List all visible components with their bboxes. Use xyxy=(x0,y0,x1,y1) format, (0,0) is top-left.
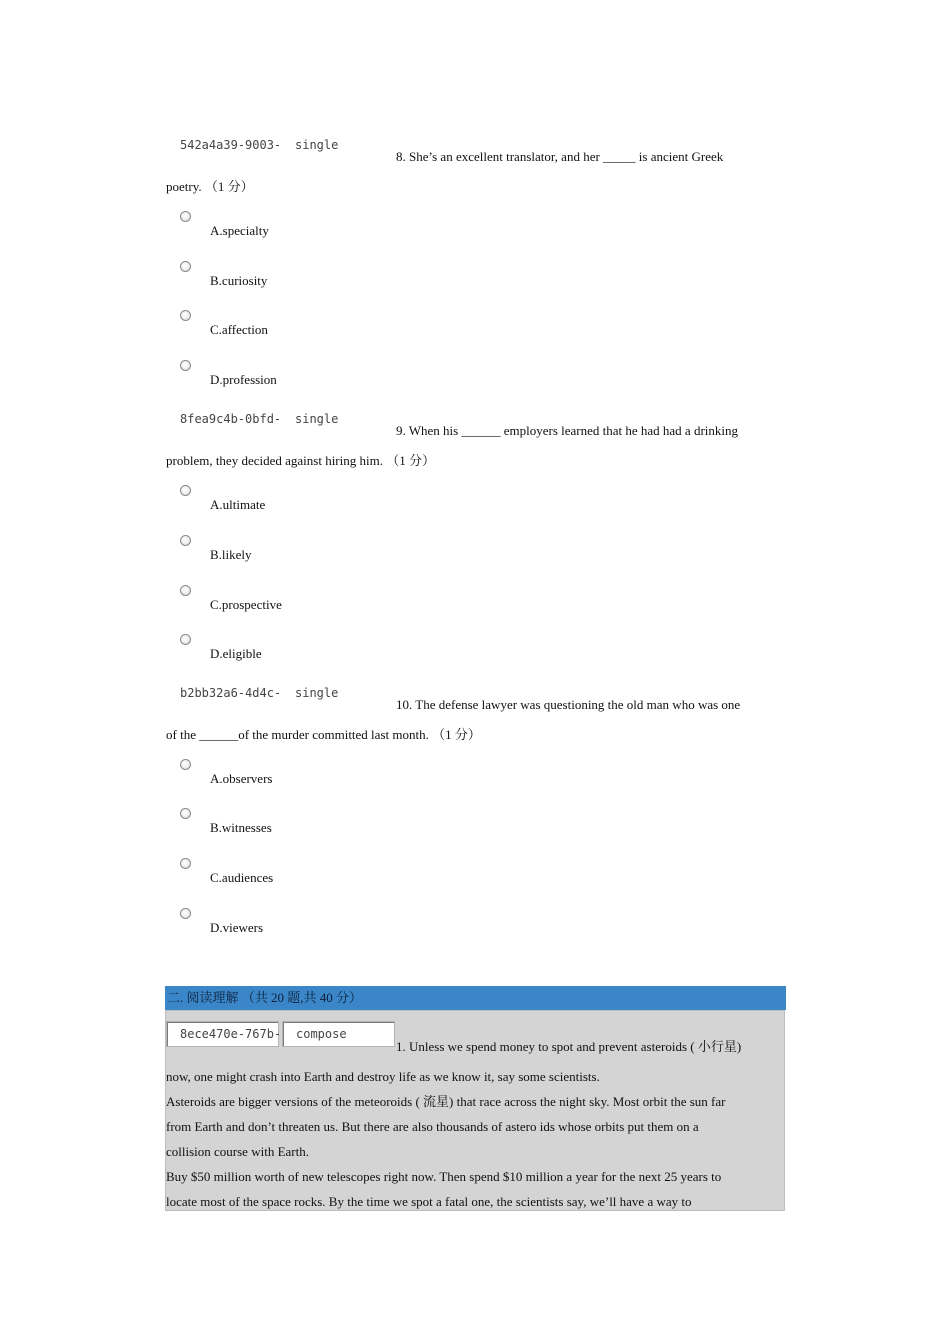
option-label: B.curiosity xyxy=(210,273,268,288)
reading-type-field: compose xyxy=(282,1021,395,1047)
option-label: B.likely xyxy=(210,547,252,562)
question-text: 8. She’s an excellent translator, and her _____ is ancient Greek xyxy=(396,149,724,164)
option-label: A.ultimate xyxy=(210,497,266,512)
radio-button-option-c[interactable] xyxy=(180,585,191,596)
option-label: C.prospective xyxy=(210,597,282,612)
radio-button-option-d[interactable] xyxy=(180,634,191,645)
option-label: B.witnesses xyxy=(210,820,272,835)
reading-line: collision course with Earth. xyxy=(166,1144,309,1159)
question-text: 9. When his ______ employers learned that he had had a drinking xyxy=(396,423,739,438)
reading-line: locate most of the space rocks. By the time we spot a fatal one, the scientists say, we’ll have a way to xyxy=(166,1194,692,1209)
question-text-continued: of the ______of the murder committed last month. （1 分） xyxy=(166,727,481,742)
question-id: b2bb32a6-4d4c- xyxy=(180,686,282,700)
radio-button-option-d[interactable] xyxy=(180,360,191,371)
reading-question-text: 1. Unless we spend money to spot and prevent asteroids ( 小行星) xyxy=(396,1039,742,1054)
radio-button-option-a[interactable] xyxy=(180,759,191,770)
reading-line: now, one might crash into Earth and destroy life as we know it, say some scientists. xyxy=(166,1069,600,1084)
question-text-continued: problem, they decided against hiring him. （1 分） xyxy=(166,453,435,468)
radio-button-option-c[interactable] xyxy=(180,310,191,321)
reading-line: Buy $50 million worth of new telescopes right now. Then spend $10 million a year for the next 25 years to xyxy=(166,1169,722,1184)
option-label: A.observers xyxy=(210,771,273,786)
option-label: D.eligible xyxy=(210,646,262,661)
radio-button-option-a[interactable] xyxy=(180,485,191,496)
radio-button-option-b[interactable] xyxy=(180,261,191,272)
reading-line: from Earth and don’t threaten us. But there are also thousands of astero ids whose orbits put them on a xyxy=(166,1119,699,1134)
question-type: single xyxy=(295,138,339,152)
radio-button-option-b[interactable] xyxy=(180,808,191,819)
option-label: D.viewers xyxy=(210,920,264,935)
radio-button-option-a[interactable] xyxy=(180,211,191,222)
question-id: 542a4a39-9003- xyxy=(180,138,282,152)
option-label: C.affection xyxy=(210,322,268,337)
question-id: 8fea9c4b-0bfd- xyxy=(180,412,282,426)
reading-id-field: 8ece470e-767b- xyxy=(166,1021,279,1047)
reading-line: Asteroids are bigger versions of the meteoroids ( 流星) that race across the night sky. Most orbit the sun far xyxy=(166,1094,726,1109)
question-type: single xyxy=(295,686,339,700)
question-type: single xyxy=(295,412,339,426)
question-text-continued: poetry. （1 分） xyxy=(166,179,254,194)
radio-button-option-d[interactable] xyxy=(180,908,191,919)
option-label: A.specialty xyxy=(210,223,269,238)
option-label: C.audiences xyxy=(210,870,274,885)
radio-button-option-b[interactable] xyxy=(180,535,191,546)
question-text: 10. The defense lawyer was questioning the old man who was one xyxy=(396,697,741,712)
section-title: 二. 阅读理解 （共 20 题,共 40 分） xyxy=(167,990,363,1005)
option-label: D.profession xyxy=(210,372,277,387)
radio-button-option-c[interactable] xyxy=(180,858,191,869)
